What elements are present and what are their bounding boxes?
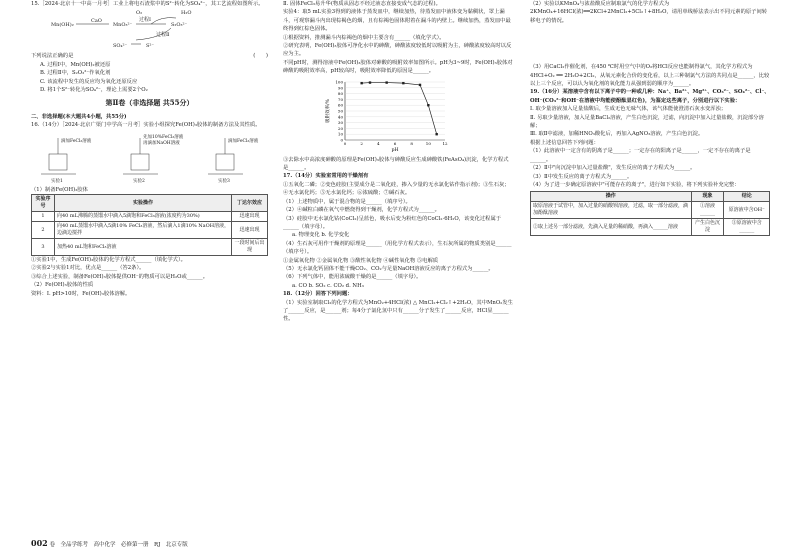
apparatus-svg [31, 132, 268, 184]
q15-choice-a[interactable]: A. 过程Ⅰ中，Mn(OH)₂被还原 [40, 61, 111, 68]
x-tick-label: 10 [425, 140, 431, 146]
y-tick-label: 10 [337, 131, 343, 137]
q17-line-8: （6）下列气体中，能用浓硫酸干燥的是______（填字母）。 [283, 274, 422, 281]
c2-chart-note: ③去除水中高浓度砷酸的原理是Fe(OH)₃胶体与砷酸反应生成砷酸铁(FeAsO₄)沉淀，化学方程式是______。 [283, 156, 509, 172]
question-type: 二、非选择题(本大题共4小题，共55分) [31, 113, 127, 120]
part2-title: 第Ⅱ卷（非选择题 共55分） [105, 98, 194, 108]
part1-title: （1）制备Fe(OH)₃胶体 [31, 186, 88, 193]
column-left [31, 0, 268, 298]
q17-title: 17.（14分）实验室常用的干燥剂有 [283, 173, 369, 180]
q18-line-0: （1）实验室制取Cl₂的化学方程式为MnO₂+4HCl(浓) △ MnCl₂+Cl₂↑+2H₂O，其中MnO₂发生了______反应，是______剂；每4分子氯化氢中只有______分子发生了______反应，HCl显______性。 [283, 299, 513, 323]
app-label-0: 滴加FeCl₃溶液 [61, 138, 92, 144]
c3-line-5: Ⅲ. 取Ⅱ中滤液，加稀HNO₃酸化后，再加入AgNO₃溶液，产生白色沉淀。 [530, 131, 704, 138]
table-row: 2 向40 mL蒸馏水中滴入5滴10% FeCl₃溶液，然后滴入1滴10% NaOH溶液，边滴边搅拌 迅速出现 [32, 222, 268, 239]
q19-title: 19.（16分）某溶液中含有以下离子中的一种或几种：Na⁺、Ba²⁺、Mg²⁺、CO₃²⁻、SO₄²⁻、Cl⁻、OH⁻(CO₃²⁻和OH⁻在溶液中均能使酚酞显红色)，为鉴定这些离子，分别进行以下实验： [530, 89, 770, 104]
c3-line-1: （3）用CaCl₂作催化剂，在450 ℃时用空气中的O₂将HCl反应也能制得氯气，其化学方程式为4HCl+O₂ ══ 2H₂O+2Cl₂，从氧元素化合价的变化看，以上三种制氯气方法的共同点是______，比较以上三个反应，可以认为氧化剂的氧化能力从强到弱的顺序为______。 [530, 64, 770, 88]
answer-space[interactable] [530, 25, 770, 63]
y-tick-label: 50 [337, 108, 343, 114]
series-line [362, 82, 437, 134]
data-point [427, 104, 429, 106]
app-label-2: 再滴加NaOH溶液 [143, 140, 180, 146]
column-middle [283, 0, 513, 324]
q17-line-0: ①五氧化二磷；②变色硅胶(主要成分是二氧化硅，掺入少量的无水氯化钴作指示剂)；③生石灰；④无水氯化钙；⑤无水氯化钙；⑥浓硫酸；⑦碱石灰。 [283, 181, 510, 197]
c3-line-0: （2）实验以KMnO₄与浓盐酸反应制取氯气的化学方程式为2KMnO₄+16HCl(浓)══2KCl+2MnCl₂+5Cl₂↑+8H₂O，请用单线桥法表示出不同元素的原子间转移电子的情况。 [530, 1, 768, 24]
exp-table [31, 194, 268, 256]
sub-1: ②实验2与实验1对比，优点是______（答2条）。 [31, 265, 145, 272]
page-number: 002 [31, 538, 48, 548]
data-point [360, 82, 362, 84]
diag-label-9: SO₄²⁻ [113, 43, 128, 50]
table-row: 1 向40 mL沸腾的蒸馏水中滴入5滴饱和FeCl₃溶液(浓度约为30%) 迅速出现 [32, 212, 268, 222]
q17-line-5: （4）生石灰可用作干燥剂的原理是______（用化学方程式表示），生石灰所属的物质类别是______（填序号）。 [283, 240, 512, 256]
th-0: 实验序号 [32, 195, 55, 212]
q15-stem: 下列说法正确的是 ( ) [31, 53, 268, 60]
app-label-6: 实验3 [218, 178, 230, 184]
c3-line-3: Ⅰ. 取少量溶液加入足量盐酸后，生成无色无味气体，该气体能使澄清石灰水变浑浊； [530, 106, 727, 113]
app-label-1: 先加10%FeCl₃溶液 [143, 134, 184, 140]
chart-svg [323, 78, 463, 154]
data-point [369, 81, 371, 83]
q17-line-9: a. CO b. SO₂ c. CO₂ d. NH₃ [292, 282, 364, 289]
c3-line-7: （1）此溶液中一定含有的阴离子是______；一定存在的阳离子是______，一定不存在的离子是______。 [530, 148, 751, 163]
q17-line-3: （3）硅胶中无水氯化钴(CoCl₂)呈蓝色，吸水后变为粉红色的CoCl₂·6H₂O，该变化过程属于______（填字母）。 [283, 215, 502, 230]
y-tick-label: 70 [337, 96, 343, 102]
data-point [402, 82, 404, 84]
diag-label-1: CaO [91, 18, 102, 25]
app-label-3: 滴加FeCl₃溶液 [228, 138, 259, 144]
y-tick-label: 30 [337, 119, 343, 125]
c2-line-1: 实验4：取5 mL实验3得到的液体于蒸发皿中，继续加热，待蒸发皿中液体变为黏稠状，罩上漏斗，可观察漏斗内出现棕褐色的烟，且有棕褐色固体附着在漏斗的内壁上。继续加热，蒸发皿中最终得到红棕色固体。 [283, 9, 511, 33]
x-tick-label: 0 [343, 140, 347, 146]
c2-line-2: ①根据资料，推测漏斗内棕褐色的烟中主要含有______（填化学式）。 [283, 34, 445, 41]
q18-title: 18.（12分）回答下列问题： [283, 291, 353, 298]
page-footer [31, 538, 188, 548]
th2-1: 现象 [691, 192, 724, 202]
flow-diagram [51, 10, 231, 50]
c2-line-4: 不同pH时，测得溶液中Fe(OH)₃胶体对砷酸的吸附效率如图所示。pH为3~9时，Fe(OH)₃胶体对砷酸的吸附效率高，pH较高时，吸附效率降低的原因是______。 [283, 59, 513, 75]
q17-line-2: （2）④碱粒白磷在氧气中燃烧得到干燥剂，化学方程式为______。 [283, 207, 440, 214]
y-axis-label: 吸附效率/% [326, 98, 331, 123]
q15-choice-d[interactable]: D. 将1个S²⁻转化为SO₄²⁻，理论上需要2个O₂ [40, 87, 148, 94]
apparatus-figure [31, 132, 268, 184]
y-tick-label: 40 [337, 113, 343, 119]
q17-line-1: （1）上述物质中，属于混合物的是______（填序号）。 [283, 198, 411, 205]
x-tick-label: 2 [360, 140, 363, 146]
column-right [530, 0, 770, 236]
c3-line-4: Ⅱ. 另取少量溶液，加入足量BaCl₂溶液，产生白色沉淀，过滤，向沉淀中加入过量盐酸，沉淀部分溶解； [530, 114, 764, 130]
footer-text: 卷 全品学练考 高中化学 必修第一册 RJ 北京专版 [49, 542, 188, 548]
data-point [435, 133, 437, 135]
th-1: 实验操作 [54, 195, 231, 212]
adsorption-chart [323, 78, 513, 154]
diag-label-2: MnO₃²⁻ [113, 22, 133, 29]
data-point [385, 81, 387, 83]
c3-line-6: 根据上述信息回答下列问题： [530, 139, 599, 146]
table-row: ②取上述另一部分滤液，先滴入足量的稀硝酸，再滴入______溶液 产生白色沉淀 ③原溶液中含______ [531, 219, 770, 236]
q15-choice-b[interactable]: B. 过程Ⅱ中，S₂O₃²⁻作氧化剂 [40, 70, 111, 77]
c3-line-9: （3）Ⅱ中发生反应的离子方程式为______。 [530, 173, 633, 180]
x-tick-label: 12 [442, 140, 448, 146]
diag-label-6: S²⁻ [146, 43, 155, 50]
x-tick-label: 6 [393, 140, 397, 146]
q15-text: 15.［2024·北京十一中高一月考］工业上将电石渣浆中的S²⁻转化为SO₄²⁻，其工艺流程如图所示。 [31, 1, 264, 7]
x-axis-label: pH [391, 147, 399, 153]
x-tick-label: 8 [410, 140, 413, 146]
sub-4: 资料：Ⅰ. pH>10时，Fe(OH)₃胶体溶解。 [31, 290, 131, 297]
c2-line-0: Ⅱ. 固体FeCl₃易升华(物质从固态不经过液态直接变成气态的过程)。 [283, 1, 441, 7]
x-tick-label: 4 [377, 140, 380, 146]
diag-label-8: 过程Ⅱ [156, 32, 170, 39]
data-point [419, 83, 421, 85]
app-label-4: 实验1 [51, 178, 63, 184]
c3-line-8: （2）Ⅱ中"向沉淀中加入过量盐酸"，发生反应的离子方程式为______。 [530, 165, 696, 172]
table-row: 3 加热40 mL饱和FeCl₃溶液 一段时间后出现 [32, 239, 268, 256]
y-tick-label: 100 [335, 79, 343, 85]
th2-2: 结论 [724, 192, 770, 202]
table-row: 取原溶液于试管中，加入过量的硝酸钡溶液，过滤，取一部分滤液，滴加酚酞溶液 ①溶液______ 原溶液中含OH⁻ [531, 202, 770, 219]
diag-label-7: 过程Ⅰ [139, 17, 151, 24]
th2-0: 操作 [531, 192, 692, 202]
y-tick-label: 60 [337, 102, 343, 108]
sub-3: （2）Fe(OH)₃胶体的性质 [31, 282, 94, 289]
c2-line-3: ②研究表明，Fe(OH)₃胶体可净化水中的砷酸，砷酸浓度较低时以吸附为主，砷酸浓度较高时以反应为主。 [283, 43, 512, 58]
c3-line-10: （4）为了进一步确定原溶液中"可能存在的离子"，进行如下实验，将下列实验补充完整： [530, 181, 740, 188]
app-label-5: 实验2 [133, 178, 145, 184]
diag-label-5: S₂O₃²⁻ [171, 22, 188, 29]
exp-table-2 [530, 191, 770, 236]
sub-2: ③综合上述实验，制备Fe(OH)₃胶体提供OH⁻的物质可以是H₂O或______。 [31, 273, 209, 280]
y-tick-label: 20 [337, 125, 343, 131]
q17-line-6: ①金属氧化物 ②金属氧化物 ③酸性氧化物 ④碱性氧化物 ⑤电解质 [283, 257, 439, 264]
y-tick-label: 90 [337, 84, 343, 90]
diag-label-0: Mn(OH)₂ [51, 22, 74, 29]
th-2: 丁达尔效应 [232, 195, 268, 212]
q17-line-7: （5）无水氯化钙固体不能干燥CO₂、CO₂与足量NaOH溶液反应的离子方程式为______。 [283, 265, 494, 272]
y-tick-label: 0 [340, 137, 343, 143]
q15-choice-c[interactable]: C. 该流程中发生的反应均为氧化还原反应 [40, 78, 138, 85]
q17-line-4: a. 物理变化 b. 化学变化 [292, 232, 350, 239]
q16-text: 16.（14分）［2024·北京广渠门中学高一月考］实验小组探究Fe(OH)₃胶体的制备方法及其性质。 [31, 122, 261, 129]
y-tick-label: 80 [337, 90, 343, 96]
sub-0: ①实验1中，生成Fe(OH)₃胶体的化学方程式______（填化学式）。 [31, 257, 186, 264]
q15-diagram [51, 10, 268, 50]
diag-label-3: O₂ [136, 10, 143, 17]
diag-label-4: H₂O [181, 10, 192, 17]
